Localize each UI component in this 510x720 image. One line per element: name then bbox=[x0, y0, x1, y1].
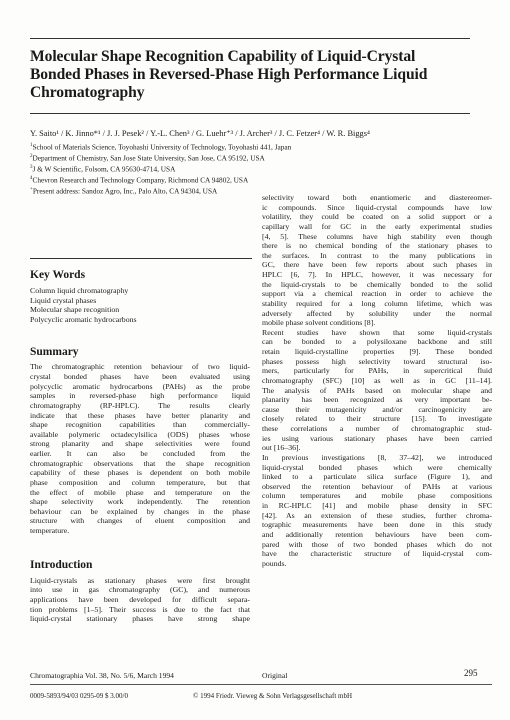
body-line: HPLC [6, 7]. In HPLC, however, it was necessary for bbox=[262, 270, 492, 279]
introduction-line: applications have been developed for difficult separa- bbox=[30, 594, 250, 604]
body-line: these correlations a number of chromatographic stud- bbox=[262, 424, 492, 433]
body-line: can be bonded to a polysiloxane backbone and still bbox=[262, 337, 492, 347]
summary-line: behaviour can be explained by changes in the phase bbox=[30, 506, 250, 516]
summary-line: The chromatographic retention behaviour of two liquid- bbox=[30, 362, 250, 372]
affiliations bbox=[30, 141, 500, 196]
summary-heading: Summary bbox=[30, 346, 79, 359]
summary-line: samples in reversed-phase high performance liquid bbox=[30, 391, 250, 401]
affiliation-line: $^2$Department of Chemistry, San Jose State University, San Jose, CA 95192, USA bbox=[30, 153, 265, 163]
body-line: stability required for a long column lifetime, which was bbox=[262, 298, 492, 308]
body-line: out [16–36]. bbox=[262, 443, 301, 453]
body-line: ic compounds. Since liquid-crystal compounds have low bbox=[262, 202, 492, 212]
summary-line: polycyclic aromatic hydrocarbons (PAHs) as the probe bbox=[30, 381, 250, 391]
title-line: Chromatography bbox=[30, 84, 145, 101]
summary-text bbox=[30, 362, 250, 535]
body-line: Recent studies have shown that some liquid-crystals bbox=[262, 327, 492, 337]
body-line: the liquid-crystals to be chemically bonded to the solid bbox=[262, 279, 492, 289]
right-paragraph-1 bbox=[262, 193, 492, 328]
body-line: In previous investigations [8, 37–42], we introduced bbox=[262, 452, 492, 462]
body-line: planarity has been recognized as very important be- bbox=[262, 395, 492, 405]
left-column bbox=[30, 268, 250, 624]
body-line: linked to a particulate silica surface (Figure 1), and bbox=[262, 472, 492, 482]
body-line: GC, there have been few reports about such phases in bbox=[262, 260, 492, 270]
right-column bbox=[262, 193, 492, 568]
introduction-line: Liquid-crystals as stationary phases were first brought bbox=[30, 575, 250, 585]
body-line: selectivity toward both enantiomeric and diastereomer- bbox=[262, 193, 492, 202]
title-line: Bonded Phases in Reversed-Phase High Performance Liquid bbox=[30, 66, 428, 83]
summary-line: phase composition and column temperature, but that bbox=[30, 477, 250, 487]
keyword-item: Column liquid chromatography bbox=[30, 286, 129, 295]
introduction-line: liquid-crystal stationary phases have strong shape bbox=[30, 614, 250, 624]
introduction-line: tion problems [1–5]. Their success is due to the fact that bbox=[30, 604, 250, 614]
summary-line: chromatography (RP-HPLC). The results clearly bbox=[30, 400, 250, 410]
article-type: Original bbox=[262, 671, 288, 680]
footer-rule bbox=[30, 684, 492, 685]
issn-line: 0009-5893/94/03 0295-09 $ 3.00/0 bbox=[30, 692, 128, 700]
body-line: The analysis of PAHs based on molecular shape and bbox=[262, 385, 492, 395]
body-line: mers, particularly for PAHs, in supercritical fluid bbox=[262, 366, 492, 376]
author-list: Y. Saito¹ / K. Jinno*¹ / J. J. Pesek² / Y.-L. Chen³ / G. Luehr⁺³ / J. Archer³ / J. C. Fetzer⁴ / W. R. Biggs⁴ bbox=[30, 129, 370, 138]
summary-line: capability of these phases is dependent on both mobile bbox=[30, 468, 250, 478]
summary-line: crystal bonded phases have been evaluated using bbox=[30, 372, 250, 381]
summary-line: strong planarity and shape selectivities were found bbox=[30, 439, 250, 449]
keyword-item: Molecular shape recognition bbox=[30, 305, 120, 315]
body-line: in RC-HPLC [41] and mobile phase density in SFC bbox=[262, 501, 492, 510]
left-column-rule bbox=[30, 258, 252, 259]
body-line: closely related to their structure [15]. To investigate bbox=[262, 414, 492, 424]
affiliation-line: $^3$J & W Scientific, Folsom, CA 95630-4714, USA bbox=[30, 164, 176, 174]
summary-line: chromatographic observations that the shape recognition bbox=[30, 458, 250, 468]
affiliation-line: $^4$Chevron Research and Technology Company, Richmond CA 94802, USA bbox=[30, 175, 249, 185]
body-line: column temperatures and mobile phase compositions bbox=[262, 491, 492, 501]
introduction-text bbox=[30, 576, 250, 624]
copyright-line: © 1994 Friedr. Vieweg & Sohn Verlagsgesellschaft mbH bbox=[193, 692, 353, 700]
summary-line: the effect of mobile phase and temperature on the bbox=[30, 487, 250, 497]
introduction-heading: Introduction bbox=[30, 558, 93, 571]
affiliation-line: +Present address: Sandoz Agro, Inc., Palo Alto, CA 94304, USA bbox=[30, 186, 218, 196]
keyword-item: Liquid crystal phases bbox=[30, 295, 97, 305]
keywords-list bbox=[30, 286, 250, 324]
article-title bbox=[30, 48, 470, 102]
top-rule bbox=[30, 38, 470, 39]
body-line: adversely affected by solubility under the normal bbox=[262, 308, 492, 318]
summary-line: shape selectivity work independently. The retention bbox=[30, 497, 250, 507]
body-line: [4, 5]. These columns have high stability even though bbox=[262, 231, 492, 241]
body-line: there is no chemical bonding of the stationary phases to bbox=[262, 241, 492, 251]
keyword-item: Polycyclic aromatic hydrocarbons bbox=[30, 314, 137, 324]
body-line: liquid-crystal bonded phases which were chemically bbox=[262, 462, 492, 472]
summary-line: available polymeric octadecylsilica (ODS) phases whose bbox=[30, 429, 250, 439]
right-paragraph-2 bbox=[262, 328, 492, 453]
body-line: the surfaces. In contrast to the many publications in bbox=[262, 250, 492, 260]
title-line: Molecular Shape Recognition Capability of Liquid-Crystal bbox=[30, 48, 416, 65]
body-line: pounds. bbox=[262, 558, 287, 568]
journal-citation: Chromatographia Vol. 38, No. 5/6, March 1994 bbox=[30, 671, 174, 680]
body-line: volatility, they could be coated on a solid support or a bbox=[262, 212, 492, 222]
title-rule bbox=[30, 113, 470, 114]
body-line: retain liquid-crystalline properties [9]. These bonded bbox=[262, 347, 492, 356]
body-line: pared with those of two bonded phases which do not bbox=[262, 539, 492, 549]
body-line: have the characteristic structure of liquid-crystal com- bbox=[262, 549, 492, 559]
page-number: 295 bbox=[464, 668, 478, 678]
summary-line: earlier. It can also be concluded from the bbox=[30, 449, 250, 458]
affiliation-line: $^1$School of Materials Science, Toyohashi University of Technology, Toyohashi 441, Japan bbox=[30, 142, 292, 152]
summary-line: structure with changes of eluent composition and bbox=[30, 516, 250, 526]
summary-line: temperature. bbox=[30, 526, 70, 535]
body-line: and additionally retention behaviours have been com- bbox=[262, 529, 492, 539]
body-line: capillary wall for GC in the early experimental studies bbox=[262, 221, 492, 231]
body-line: support via a chemical reaction in order to achieve the bbox=[262, 289, 492, 299]
summary-line: shape recognition capabilities than commercially- bbox=[30, 420, 250, 430]
body-line: tographic measurements have been done in this study bbox=[262, 520, 492, 530]
summary-line: indicate that these phases have better planarity and bbox=[30, 410, 250, 420]
body-line: [42]. As an extension of these studies, further chroma- bbox=[262, 510, 492, 520]
body-line: chromatography (SFC) [10] as well as in GC [11–14]. bbox=[262, 375, 492, 385]
keywords-heading: Key Words bbox=[30, 269, 86, 281]
body-line: phases possess high selectivity toward structural iso- bbox=[262, 356, 492, 366]
right-paragraph-3 bbox=[262, 453, 492, 569]
introduction-line: into use in gas chromatography (GC), and numerous bbox=[30, 585, 250, 595]
body-line: mobile phase solvent conditions [8]. bbox=[262, 318, 376, 328]
body-line: cause their mutagenicity and/or carcinogenicity are bbox=[262, 404, 492, 414]
body-line: ies using various stationary phases have been carried bbox=[262, 433, 492, 443]
body-line: observed the retention behaviour of PAHs at various bbox=[262, 481, 492, 491]
